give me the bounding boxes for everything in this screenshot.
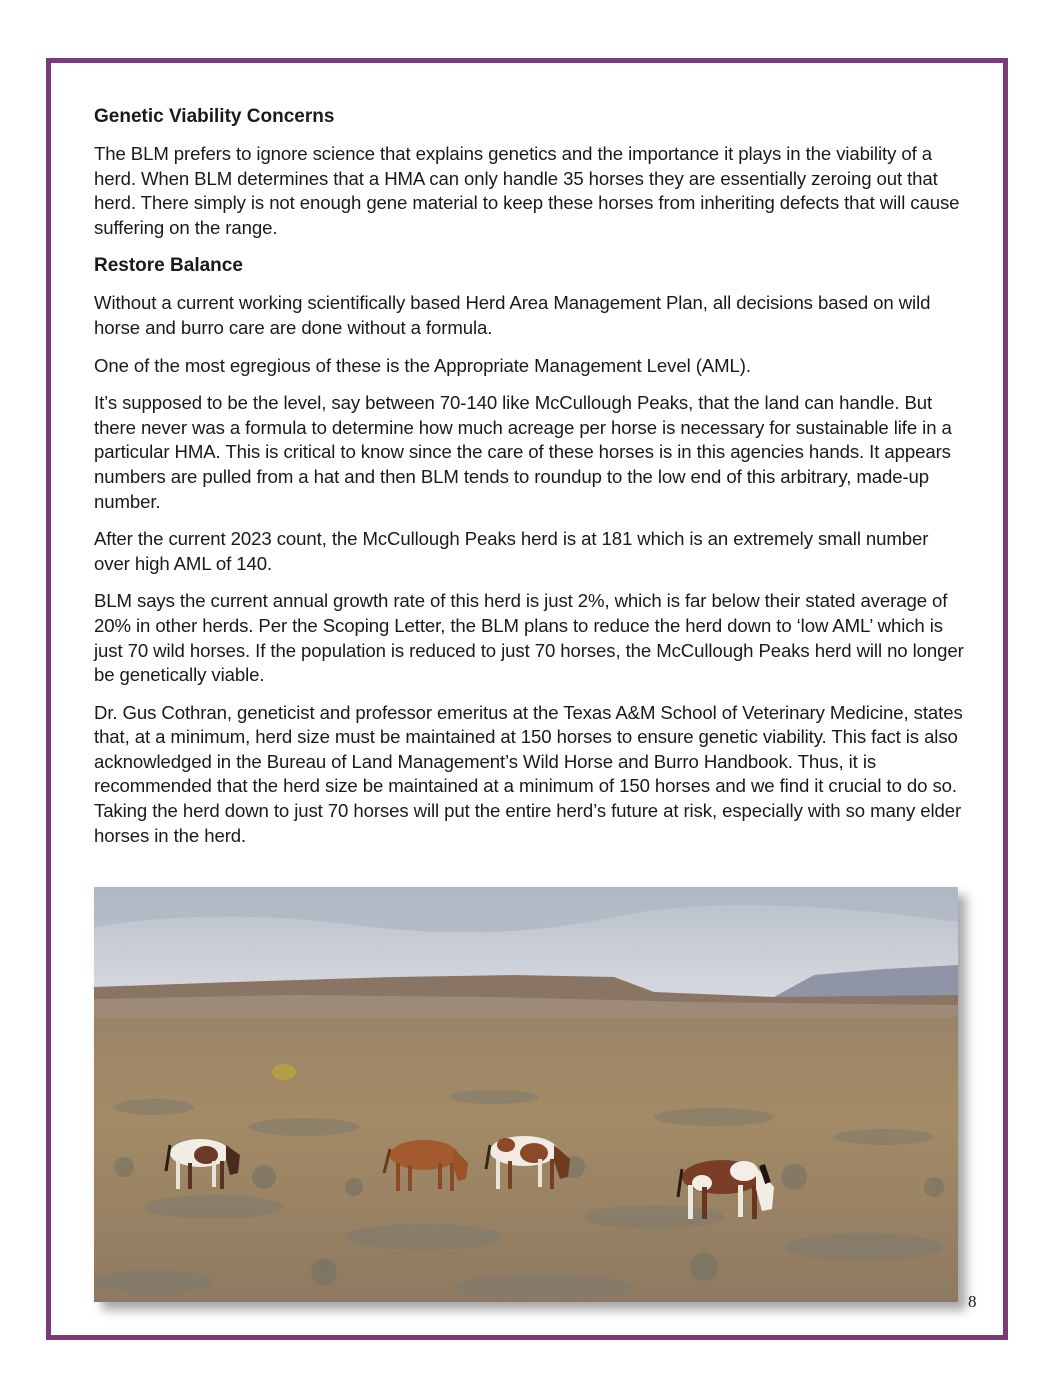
paragraph: It’s supposed to be the level, say between 70-140 like McCullough Peaks, that the land can handle. But there never was a formula to determine how much acreage per horse is necessary for sustainable life in a particular HMA. This is critical to know since the care of these horses is in this agencies hands. It appears numbers are pulled from a hat and then BLM tends to roundup to the low end of this arbitrary, made-up number.	[94, 392, 952, 512]
paragraph: After the current 2023 count, the McCullough Peaks herd is at 181 which is an extremely small number over high AML of 140.	[94, 528, 929, 574]
section-heading-genetic-viability: Genetic Viability Concerns	[94, 106, 335, 127]
paragraph: Dr. Gus Cothran, geneticist and professor emeritus at the Texas A&M School of Veterinary Medicine, states that, at a minimum, herd size must be maintained at 150 horses to ensure genetic viability. This fact is also acknowledged in the Bureau of Land Management’s Wild Horse and Burro Handbook. Thus, it is recommended that the herd size be maintained at a minimum of 150 horses and we find it crucial to do so. Taking the herd down to just 70 horses will put the entire herd’s future at risk, especially with so many elder horses in the herd.	[94, 701, 963, 846]
paragraph: The BLM prefers to ignore science that explains genetics and the importance it plays in the viability of a herd. When BLM determines that a HMA can only handle 35 horses they are essentially zeroing out that herd. There simply is not enough gene material to keep these horses from inheriting defects that will cause suffering on the range.	[94, 143, 960, 238]
section-heading-restore-balance: Restore Balance	[94, 255, 243, 277]
wild-horses-photo	[94, 887, 958, 1302]
document-body	[94, 104, 964, 861]
paragraph: Without a current working scientifically based Herd Area Management Plan, all decisions based on wild horse and burro care are done without a formula.	[94, 292, 931, 338]
paragraph: One of the most egregious of these is the Appropriate Management Level (AML).	[94, 354, 751, 376]
paragraph: BLM says the current annual growth rate of this herd is just 2%, which is far below their stated average of 20% in other herds. Per the Scoping Letter, the BLM plans to reduce the herd down to ‘low AML’ which is just 70 wild horses. If the population is reduced to just 70 horses, the McCullough Peaks herd will no longer be genetically viable.	[94, 590, 964, 686]
page-number: 8	[968, 1292, 977, 1311]
